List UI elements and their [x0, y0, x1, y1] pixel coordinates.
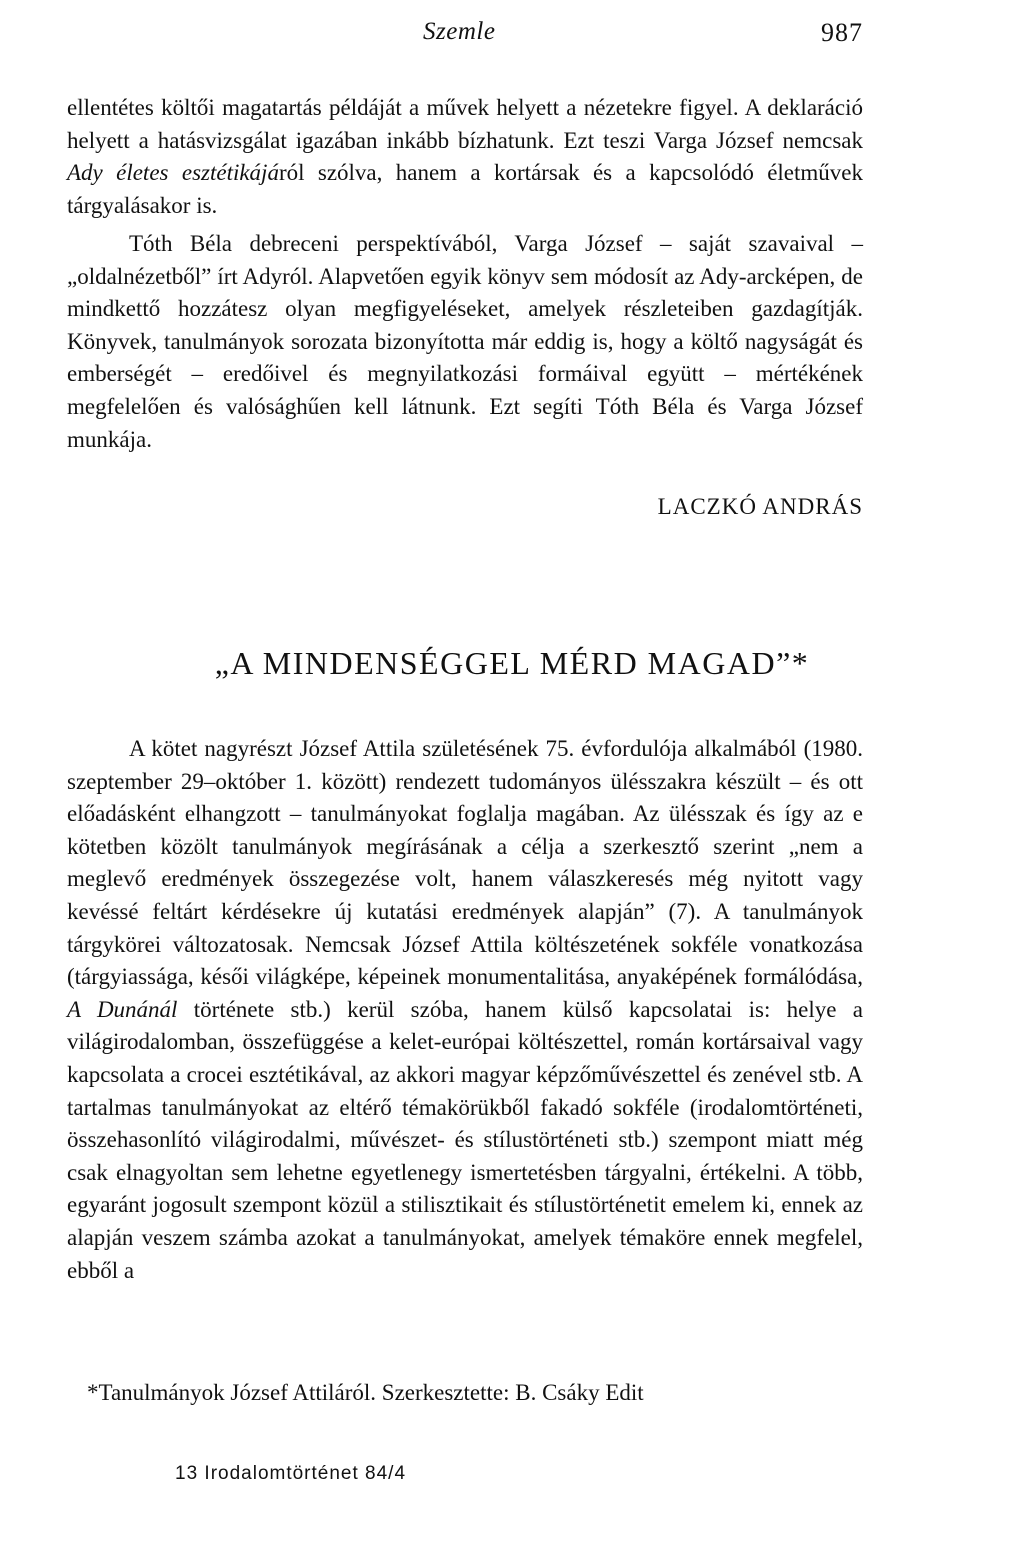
italic-book-title: Ady életes esztétikájá [67, 160, 279, 186]
running-header [67, 18, 863, 58]
previous-review-paragraph-2 [67, 228, 863, 456]
review-author: LACZKÓ ANDRÁS [657, 494, 863, 519]
page-number: 987 [821, 18, 863, 47]
text-run: ellentétes költői magatartás példáját a művek helyett a nézetekre figyel. A deklaráció helyett a hatásvizsgálat igazában inkább bízhatunk. Ezt teszi Varga József nemcsak [67, 95, 863, 153]
previous-review-paragraph-1 [67, 92, 863, 222]
italic-poem-title: A Dunánál [67, 996, 178, 1022]
signature-line: 13 Irodalomtörténet 84/4 [175, 1463, 407, 1484]
paragraph-text: Tóth Béla debreceni perspektívából, Varga József – saját szavaival – „oldalnézetből” írt Adyról. Alapvetően egyik könyv sem módosít az Ady-arcképen, de mindkettő hozzátesz olyan megfigyeléseket, amelyek részleteiben gazdagítják. Könyvek, tanulmányok sorozata bizonyította már eddig is, hogy a költő nagyságát és emberségét – eredőivel és megnyilatkozási formáival együtt – mértékének megfelelően és valósághűen kell látnunk. Ezt segíti Tóth Béla és Varga József munkája. [67, 231, 863, 452]
running-title: Szemle [423, 18, 496, 45]
review-paragraph [67, 733, 863, 1287]
text-run: ról szólva, hanem a kortársak és a kapcsolódó életművek tárgyalásakor is. [67, 160, 863, 218]
footnote: *Tanulmányok József Attiláról. Szerkesztette: B. Csáky Edit [87, 1380, 644, 1405]
review-title: „A MINDENSÉGGEL MÉRD MAGAD”* [214, 645, 810, 681]
text-run: A kötet nagyrészt József Attila születésének 75. évfordulója alkalmából (1980. szeptember 29–október 1. között) rendezett tudományos ülésszakra készült – és ott előadásként elhangzott – tanulmányokat foglalja magában. Az ülésszak és így az e kötetben közölt tanulmányok megírásának a célja a szerkesztő szerint „nem a meglevő eredmények összegezése volt, hanem válaszkeresés még nyitott vagy kevéssé feltárt kérdésekre új kutatási eredmények alapján” (7). A tanulmányok tárgykörei változatosak. Nemcsak József Attila költészetének sokféle vonatkozása (tárgyiassága, késői világképe, képeinek monumentalitása, anyaképének formálódása, [67, 736, 863, 990]
text-run: története stb.) kerül szóba, hanem külső kapcsolatai is: helye a világirodalomban, összefüggése a kelet-európai költészettel, román kortársaival vagy kapcsolata a crocei esztétikával, az akkori magyar képzőművészettel és zenével stb. A tartalmas tanulmányokat az eltérő témakörükből fakadó sokféle (irodalomtörténeti, összehasonlító világirodalmi, művészet- és stílustörténeti stb.) szempont miatt még csak elnagyoltan sem lehetne egyetlenegy ismertetésben tárgyalni, értékelni. A több, egyaránt jogosult szempont közül a stilisztikait és stílustörténetit emelem ki, ennek az alapján veszem számba azokat a tanulmányokat, amelyek témaköre ennek megfelel, ebből a [67, 996, 863, 1283]
